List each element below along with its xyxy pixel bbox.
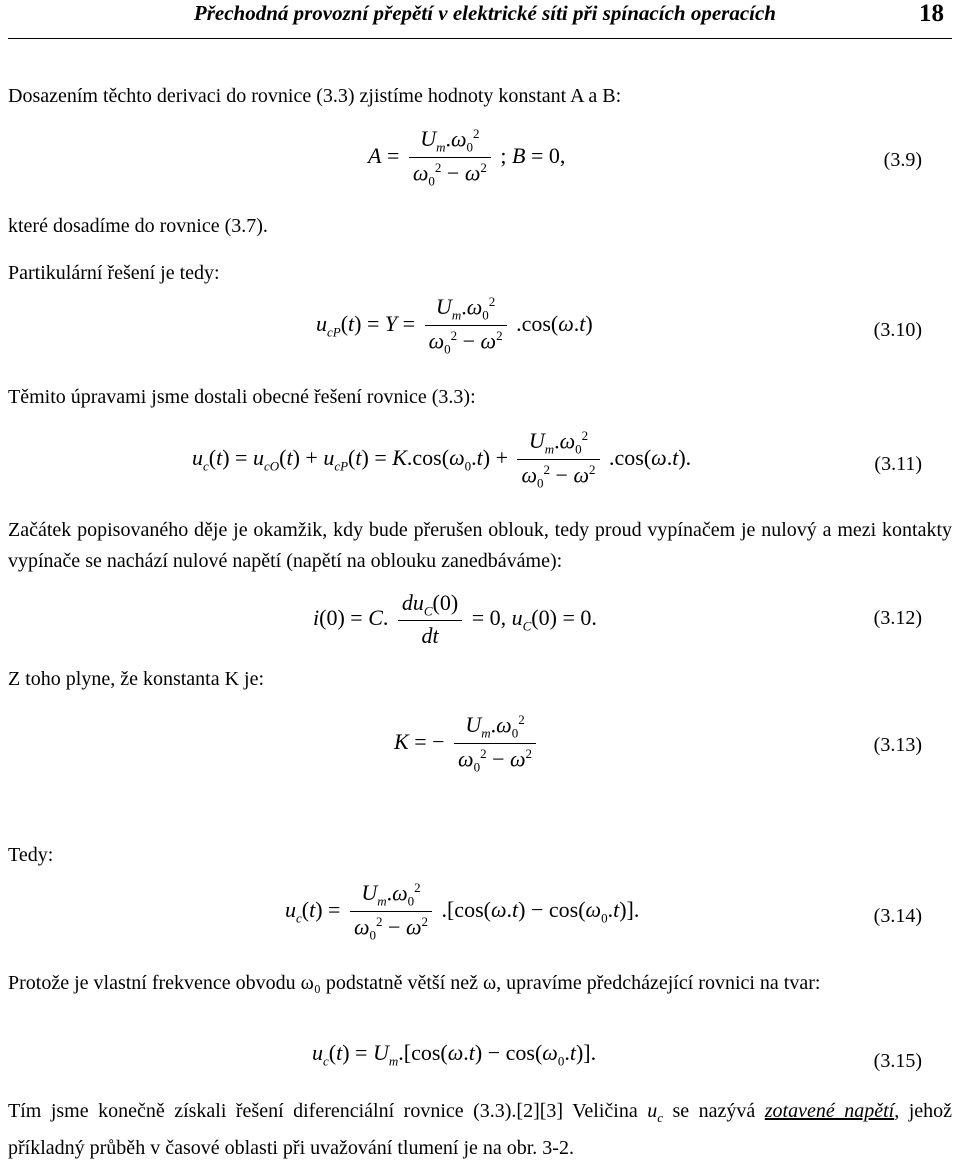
equation-3-15: $u_c(t) = U_m.[\cos(\omega.t) - \cos(\omega_0.t)]$. [312,1040,597,1069]
paragraph-particular: Partikulární řešení je tedy: [8,262,220,284]
equation-number-3-9: (3.9) [883,149,922,171]
page-header [8,0,952,40]
equation-3-12: i(0) = C. $\frac{du_C(0)}{dt}$ = 0, $u_C(0) = 0$. [313,590,597,649]
symbol-u-subscript: c [657,1110,663,1125]
equation-number-3-15: (3.15) [873,1050,922,1072]
conclusion-text-1: Tím jsme konečně získali řešení diferenciální rovnice (3.3).[2][3] Veličina [8,1100,648,1122]
equation-number-3-11: (3.11) [874,453,922,475]
paragraph-constant: Z toho plyne, že konstanta K je: [8,668,265,690]
paragraph-conclusion [8,1096,952,1164]
equation-number-3-10: (3.10) [873,319,922,341]
symbol-u: u [647,1100,658,1122]
equation-3-13: K = − $\frac{U_m.\omega_0^2}{\omega_0^2 - \omega^2}$ [394,712,540,784]
equation-3-10: $u_{cP}(t) = Y$ = $\frac{U_m.\omega_0^2}{\omega_0^2 - \omega^2}$ .cos(ω.t) [316,294,593,357]
conclusion-text-3: , jehož příkladný průběh v časové oblasti při uvažování tlumení je na obr. 3-2. [8,1100,952,1159]
paragraph-initial-conditions: Začátek popisovaného děje je okamžik, kdy bude přerušen oblouk, tedy proud vypínačem je nulový a mezi kontakty vypínače se nachází nulové napětí (napětí na oblouku zanedbáváme): [8,519,952,572]
equation-number-3-13: (3.13) [873,734,922,756]
paragraph-general: Těmito úpravami jsme dostali obecné řešení rovnice (3.3): [8,386,476,408]
header-title: Přechodná provozní přepětí v elektrické síti při spínacích operacích [193,1,776,25]
paragraph-then: Tedy: [8,844,54,866]
paragraph-intro: Dosazením těchto derivaci do rovnice (3.3) zjistíme hodnoty konstant A a B: [8,85,622,107]
page-number: 18 [919,0,944,27]
equation-number-3-14: (3.14) [873,905,922,927]
term-link-recovery-voltage[interactable]: zotavené napětí [764,1100,895,1122]
equation-3-9: A = $\frac{U_m.\omega_0^2}{\omega_0^2 - \omega^2}$ ; B = 0, [368,126,566,189]
paragraph-substitution: které dosadíme do rovnice (3.7). [8,215,268,237]
equation-number-3-12: (3.12) [873,607,922,629]
equation-3-14: $u_c(t)$ = $\frac{U_m.\omega_0^2}{\omega_0^2 - \omega^2}$ $.[\cos(\omega.t) - \cos(\omega_0.t)]$. [285,880,640,943]
conclusion-text-2: se nazývá [663,1100,765,1122]
paragraph-approximation: Protože je vlastní frekvence obvodu ω₀ podstatně větší než ω, upravíme předcházející rovnici na tvar: [8,972,821,994]
header-rule [8,38,952,39]
equation-3-11: $u_c(t) = u_{cO}(t) + u_{cP}(t) = K.\cos(\omega_0.t)$ + $\frac{U_m.\omega_0^2}{\omega_0^2 - \omega^2}$ .cos(ω.t). [192,428,692,491]
